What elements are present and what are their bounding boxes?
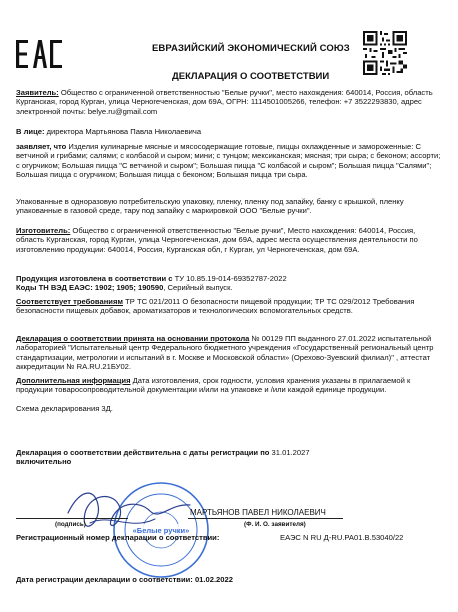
- codes-section: [16, 283, 444, 292]
- requirements-label: Соответствует требованиям: [16, 297, 124, 306]
- applicant-text: Общество с ограниченной ответственностью "Белые ручки", место нахождения: 640014, Россия, область Курганская, город Курган, улица Черноreченская, дом 69А, ОГРН: 1114501005266, телефон: +7 3522293830, адрес электронной почты: belye.ru@gmail.com: [16, 88, 433, 116]
- registration-date: 01.02.2022: [192, 575, 233, 584]
- signature-line: [16, 518, 128, 519]
- signature-caption: (подпись): [55, 521, 86, 528]
- name-line: [188, 518, 343, 519]
- manufacturer-section: [16, 226, 444, 254]
- applicant-label: Заявитель:: [16, 88, 59, 97]
- requirements-section: [16, 297, 444, 316]
- declares-label: заявляет, что: [16, 142, 67, 151]
- basis-label: Декларация о соответствии принята на основании протокола: [16, 334, 250, 343]
- name-caption: (Ф. И. О. заявителя): [244, 521, 306, 528]
- codes-text: 1902; 1905; 190590: [92, 283, 164, 292]
- validity-label: Декларация о соответствии действительна с даты регистрации по: [16, 448, 270, 457]
- packaging-text: Упакованные в одноразовую потребительскую упаковку, пленку, пленку под запайку, банку с крышкой, пленку упакованные в газовой среде, тару под запайку с маркировкой ООО "Белые ручки".: [16, 197, 404, 216]
- person-label: В лице:: [16, 127, 45, 136]
- additional-section: [16, 376, 444, 395]
- codes-suffix: , Серийный выпуск.: [163, 283, 233, 292]
- registration-label: Регистрационный номер декларации о соответствии:: [16, 533, 220, 542]
- additional-label: Дополнительная информация: [16, 376, 131, 385]
- validity-section: [16, 448, 444, 467]
- applicant-section: [16, 88, 444, 116]
- applicant-name: МАРТЬЯНОВ ПАВЕЛ НИКОЛАЕВИЧ: [190, 508, 326, 517]
- declares-text: Изделия кулинарные мясные и мясосодержащие готовые, пиццы охлажденные и замороженные: С ветчиной и грибами; салями; с колбасой и сыром; мини; с тунцом; мексиканская; мясная; три сыра; с беконом; ассорти; с огурчиком; Большая пицца "С ветчиной и сыром"; Большая пицца "С колбасой и сыром"; Большая пицца "Салями"; Большая пицца с огурчиком; Большая пицца с беконом; Большая пицца три сыра.: [16, 142, 441, 180]
- production-text: ТУ 10.85.19-014-69352787-2022: [172, 274, 287, 283]
- registration-date-section: [16, 575, 444, 584]
- scheme-text: Схема декларирования 3Д.: [16, 404, 113, 413]
- codes-label: Коды ТН ВЭД ЕАЭС:: [16, 283, 93, 292]
- additional-text: Дата изготовления, срок годности, условия хранения указаны в прилагаемой к продукции товаросопроводительной документации и/или на упаковке и /или каждой единице продукции.: [16, 376, 411, 395]
- basis-text: № 00129 ПП выданного 27.01.2022 испытательной лабораторией "Испытательный центр Федерального бюджетного учреждения «Государственный региональный центр стандартизации, метрологии и испытаний в г. Москве и Московской области» (Орехово-Зуевский филиал)" , аттестат аккредитации № RA.RU.21БУ02.: [16, 334, 434, 372]
- basis-section: [16, 334, 444, 372]
- production-section: [16, 274, 444, 283]
- manufacturer-label: Изготовитель:: [16, 226, 71, 235]
- production-label: Продукция изготовлена в соответствии с: [16, 274, 173, 283]
- document-title: ДЕКЛАРАЦИЯ О СООТВЕТСТВИИ: [172, 71, 330, 82]
- union-name: ЕВРАЗИЙСКИЙ ЭКОНОМИЧЕСКИЙ СОЮЗ: [152, 43, 350, 54]
- person-section: [16, 127, 444, 136]
- registration-date-label: Дата регистрации декларации о соответствии:: [16, 575, 193, 584]
- manufacturer-text: Общество с ограниченной ответственностью "Белые ручки", Место нахождения: 640014, Россия, область Курганская, город Курган, улица Черноreченская, дом 69А, адрес места осуществления деятельности по изготовлению продукции: 640014, Россия, Курганская обл, г Курган, ул Черноreченская, дом 69А.: [16, 226, 418, 254]
- stamp-text: «Белые ручки»: [132, 526, 190, 535]
- eac-logo: [16, 40, 62, 68]
- declares-section: [16, 142, 444, 180]
- person-text: директора Мартьянова Павла Николаевича: [44, 127, 202, 136]
- requirements-text: ТР ТС 021/2011 О безопасности пищевой продукции; ТР ТС 029/2012 Требования безопасности пищевых добавок, ароматизаторов и технологических вспомогательных средств.: [16, 297, 415, 316]
- validity-date: 31.01.2027: [269, 448, 310, 457]
- registration-number: ЕАЭС N RU Д-RU.PA01.B.53040/22: [280, 533, 404, 542]
- validity-suffix: включительно: [16, 457, 72, 467]
- qr-code: [363, 31, 407, 75]
